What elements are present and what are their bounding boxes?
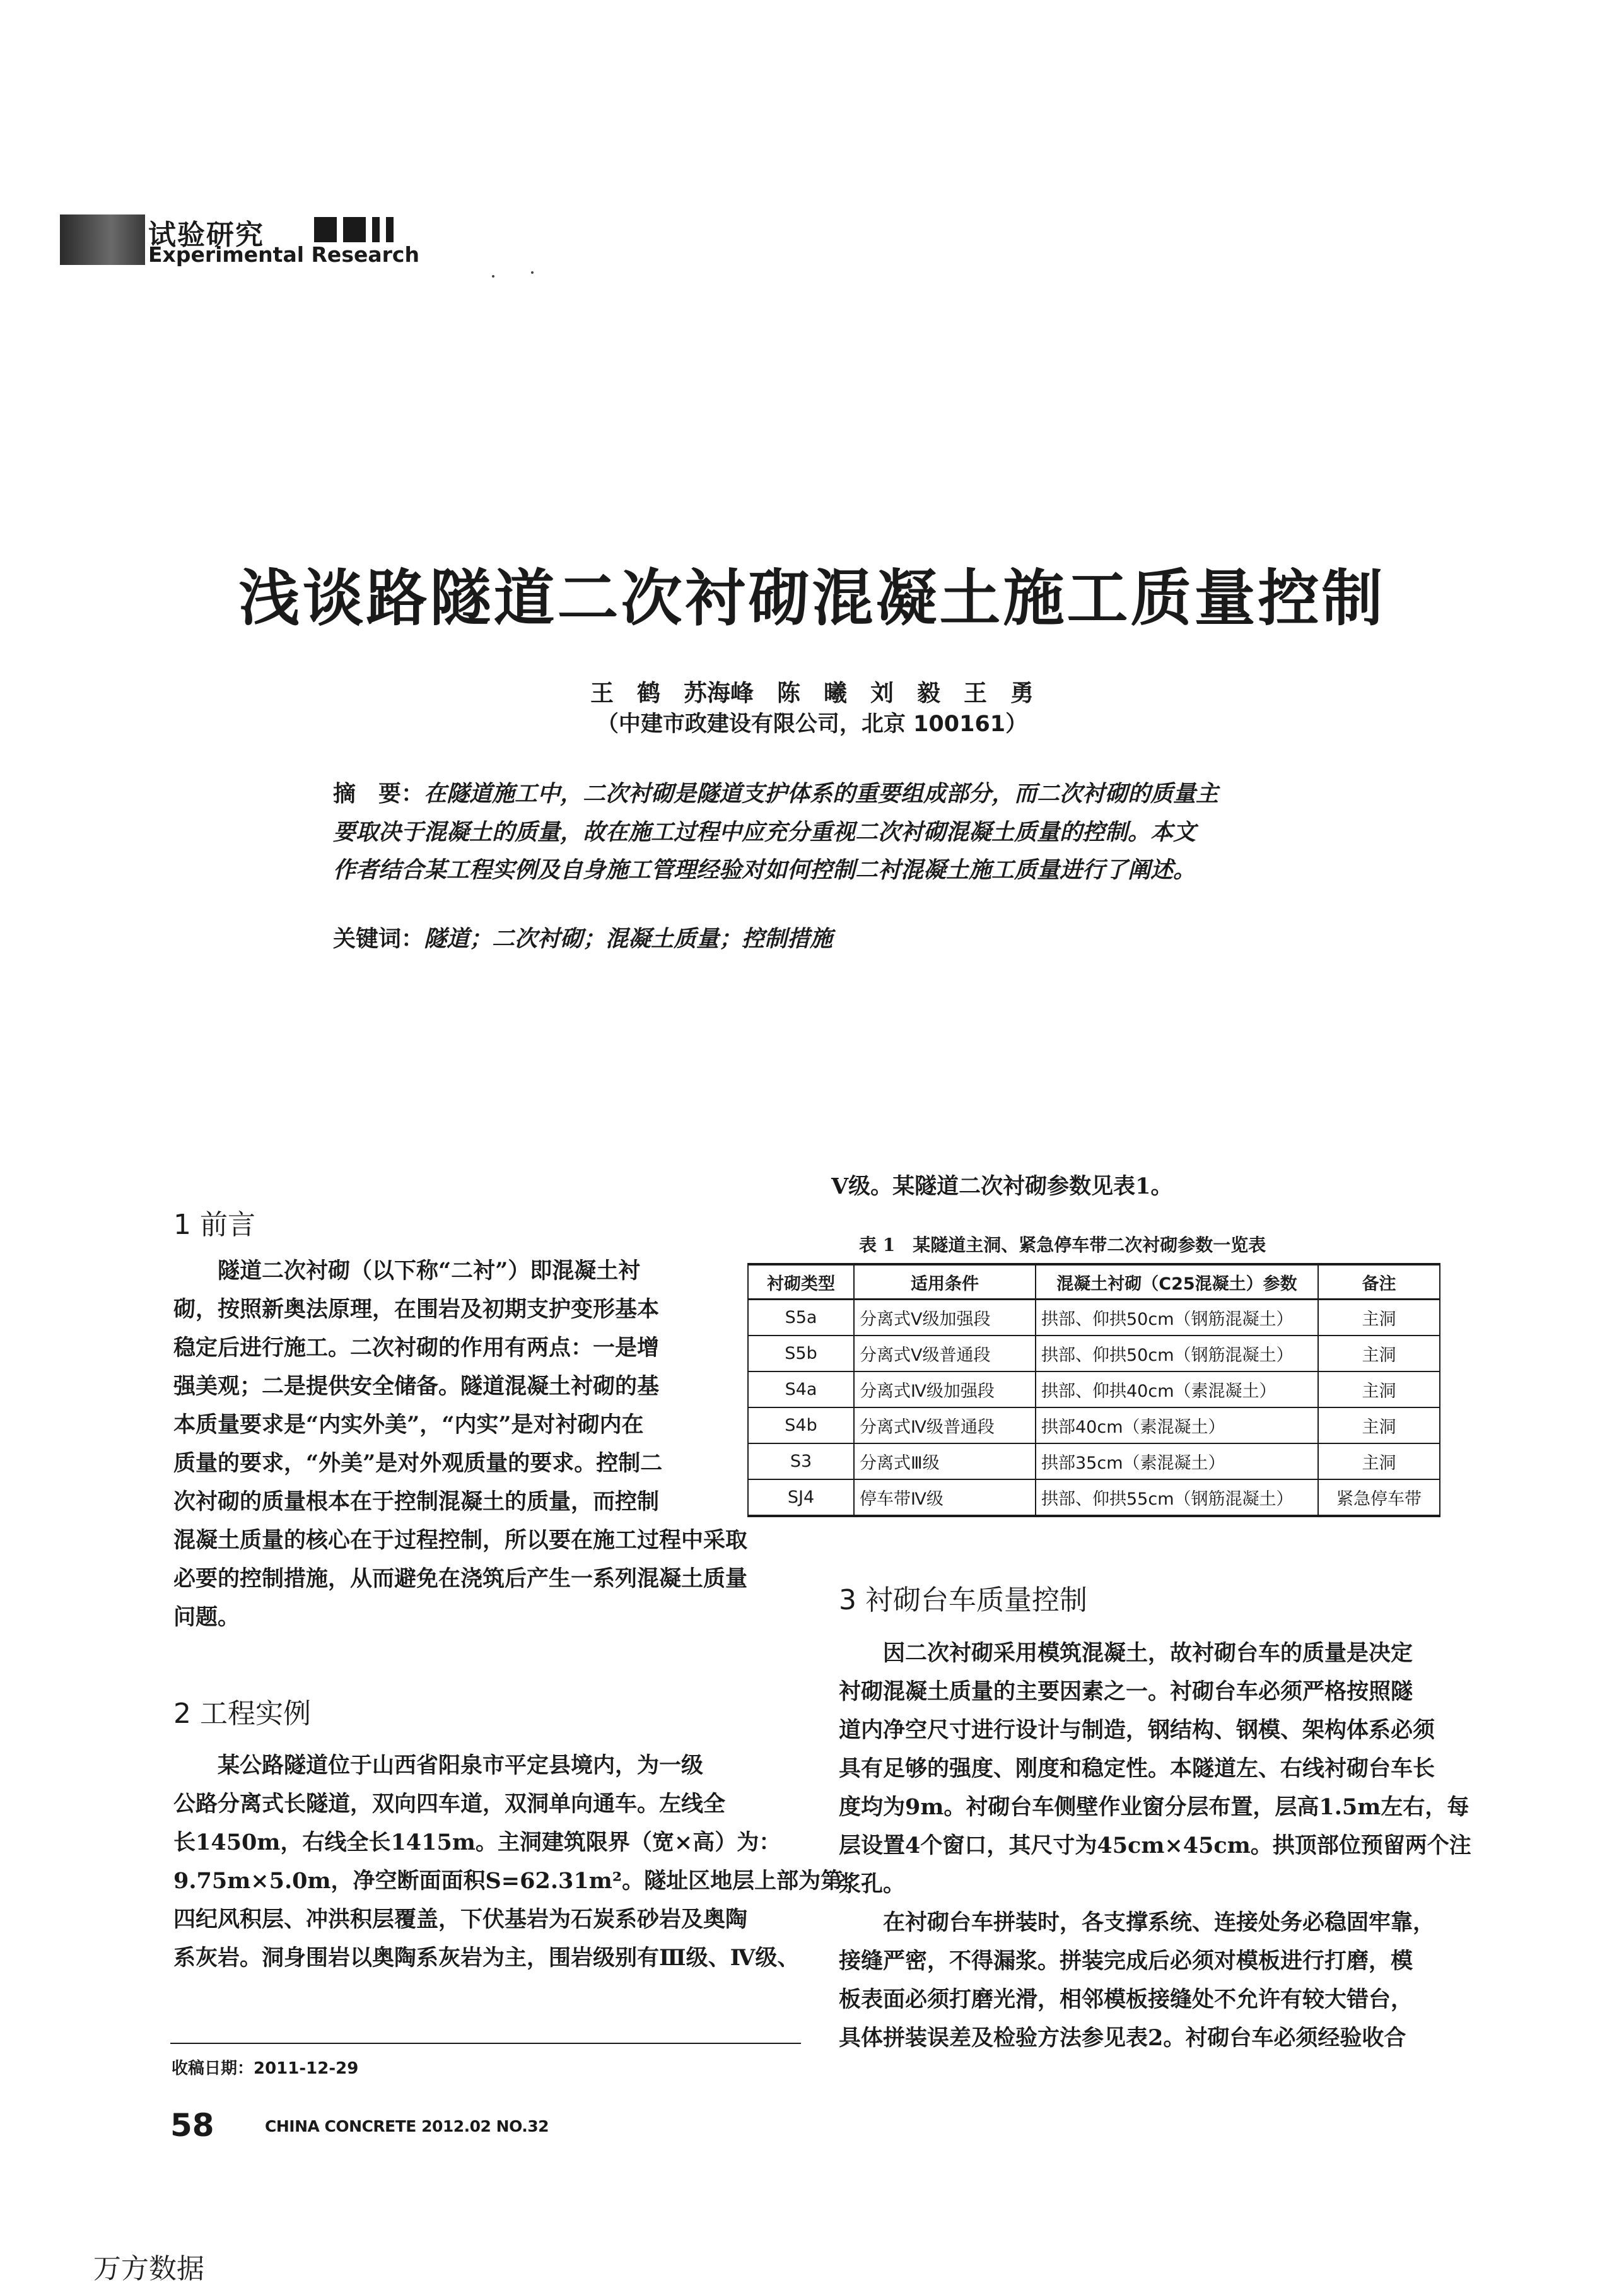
table-row (748, 1371, 1440, 1407)
table-cell: 分离式Ⅳ级加强段 (854, 1371, 1036, 1407)
text-line: 强美观；二是提供安全储备。隧道混凝土衬砌的基 (173, 1373, 660, 1399)
text-line: 接缝严密，不得漏浆。拼装完成后必须对模板进行打磨，模 (839, 1948, 1413, 1974)
table-cell: 主洞 (1318, 1407, 1440, 1443)
table-cell: 紧急停车带 (1318, 1479, 1440, 1516)
table-cell: SJ4 (748, 1479, 854, 1516)
table-cell: 拱部35cm（素混凝土） (1036, 1443, 1318, 1479)
text-line: 混凝土质量的核心在于过程控制，所以要在施工过程中采取 (173, 1527, 748, 1553)
author-list: 王 鹤 苏海峰 陈 曦 刘 毅 王 勇 (590, 679, 1034, 707)
table-header-cell: 备注 (1318, 1264, 1440, 1300)
abstract-line: 要取决于混凝土的质量，故在施工过程中应充分重视二次衬砌混凝土质量的控制。本文 (333, 819, 1196, 845)
text-line: 9.75m×5.0m，净空断面面积S=62.31m²。隧址区地层上部为第 (173, 1868, 843, 1894)
abstract-line: 在隧道施工中，二次衬砌是隧道支护体系的重要组成部分，而二次衬砌的质量主 (424, 780, 1219, 807)
table-cell: 主洞 (1318, 1371, 1440, 1407)
table-row (748, 1443, 1440, 1479)
table-cell: 主洞 (1318, 1443, 1440, 1479)
table-cell: S3 (748, 1443, 854, 1479)
text-line: 衬砌混凝土质量的主要因素之一。衬砌台车必须严格按照隧 (839, 1679, 1413, 1705)
text-line: 层设置4个窗口，其尺寸为45cm×45cm。拱顶部位预留两个注 (839, 1833, 1471, 1858)
text-line: 浆孔。 (839, 1871, 906, 1897)
text-line: 隧道二次衬砌（以下称“二衬”）即混凝土衬 (173, 1258, 641, 1284)
text-line: 砌，按照新奥法原理，在围岩及初期支护变形基本 (173, 1296, 660, 1322)
text-line: 必要的控制措施，从而避免在浇筑后产生一系列混凝土质量 (173, 1566, 748, 1592)
abstract-line: 作者结合某工程实例及自身施工管理经验对如何控制二衬混凝土施工质量进行了阐述。 (333, 857, 1196, 883)
keywords-text: 隧道；二次衬砌；混凝土质量；控制措施 (424, 925, 833, 952)
table-cell: S5b (748, 1336, 854, 1371)
text-line: 次衬砌的质量根本在于控制混凝土的质量，而控制 (173, 1489, 660, 1515)
table-cell: 拱部、仰拱55cm（钢筋混凝土） (1036, 1479, 1318, 1516)
table-1-caption: 表 1 某隧道主洞、紧急停车带二次衬砌参数一览表 (859, 1235, 1266, 1255)
table-cell: 分离式Ⅲ级 (854, 1443, 1036, 1479)
speck (531, 271, 534, 274)
section-header-bars (314, 217, 394, 242)
keywords (333, 921, 832, 953)
text-line: 具有足够的强度、刚度和稳定性。本隧道左、右线衬砌台车长 (839, 1756, 1435, 1782)
table-cell: S4b (748, 1407, 854, 1443)
table-row (748, 1336, 1440, 1371)
table-header-cell: 混凝土衬砌（C25混凝土）参数 (1036, 1264, 1318, 1300)
section-3-heading: 3 衬砌台车质量控制 (839, 1584, 1087, 1616)
text-line: 四纪风积层、冲洪积层覆盖，下伏基岩为石炭系砂岩及奥陶 (173, 1906, 748, 1932)
table-header-cell: 适用条件 (854, 1264, 1036, 1300)
text-line: 度均为9m。衬砌台车侧壁作业窗分层布置，层高1.5m左右，每 (839, 1794, 1469, 1820)
received-date: 收稿日期：2011-12-29 (172, 2059, 359, 2078)
text-line: 本质量要求是“内实外美”，“内实”是对衬砌内在 (173, 1412, 644, 1438)
section-1-body (173, 1252, 747, 1636)
table-cell: 主洞 (1318, 1336, 1440, 1371)
text-line: 问题。 (173, 1604, 240, 1630)
text-line: 在衬砌台车拼装时，各支撑系统、连接处务必稳固牢靠， (839, 1910, 1435, 1935)
text-line: 板表面必须打磨光滑，相邻模板接缝处不允许有较大错台， (839, 1987, 1413, 2012)
table-header-row (748, 1264, 1440, 1300)
table-row (748, 1479, 1440, 1516)
table-cell: 拱部、仰拱50cm（钢筋混凝土） (1036, 1336, 1318, 1371)
continuation-line: Ⅴ级。某隧道二次衬砌参数见表1。 (831, 1173, 1173, 1199)
page-number: 58 (170, 2107, 214, 2144)
table-1 (747, 1263, 1440, 1517)
table-cell: 拱部40cm（素混凝土） (1036, 1407, 1318, 1443)
footnote-rule (170, 2043, 801, 2044)
speck (492, 275, 494, 278)
table-cell: 拱部、仰拱50cm（钢筋混凝土） (1036, 1300, 1318, 1336)
table-header-cell: 衬砌类型 (748, 1264, 854, 1300)
watermark: 万方数据 (93, 2253, 204, 2285)
abstract-label: 摘 要： (333, 781, 424, 807)
keywords-label: 关键词： (333, 926, 424, 952)
affiliation: （中建市政建设有限公司，北京 100161） (596, 712, 1028, 737)
text-line: 稳定后进行施工。二次衬砌的作用有两点：一是增 (173, 1335, 660, 1361)
abstract (333, 775, 1317, 889)
section-1-heading: 1 前言 (173, 1209, 255, 1241)
section-3-body (839, 1634, 1471, 2057)
table-row (748, 1407, 1440, 1443)
text-line: 具体拼装误差及检验方法参见表2。衬砌台车必须经验收合 (839, 2025, 1406, 2051)
section-2-heading: 2 工程实例 (173, 1698, 311, 1730)
section-label-en: Experimental Research (148, 242, 419, 267)
text-line: 公路分离式长隧道，双向四车道，双洞单向通车。左线全 (173, 1791, 726, 1817)
section-2-body (173, 1746, 843, 1977)
text-line: 某公路隧道位于山西省阳泉市平定县境内，为一级 (173, 1753, 704, 1778)
text-line: 道内净空尺寸进行设计与制造，钢结构、钢模、架构体系必须 (839, 1717, 1435, 1743)
table-row (748, 1300, 1440, 1336)
section-label-cn: 试验研究 (148, 219, 264, 251)
text-line: 长1450m，右线全长1415m。主洞建筑限界（宽×高）为： (173, 1829, 781, 1855)
section-header-graphic (60, 214, 145, 265)
table-cell: 分离式Ⅴ级普通段 (854, 1336, 1036, 1371)
table-cell: S5a (748, 1300, 854, 1336)
table-cell: S4a (748, 1371, 854, 1407)
table-cell: 主洞 (1318, 1300, 1440, 1336)
table-cell: 分离式Ⅳ级普通段 (854, 1407, 1036, 1443)
article-title: 浅谈路隧道二次衬砌混凝土施工质量控制 (238, 563, 1386, 634)
table-cell: 拱部、仰拱40cm（素混凝土） (1036, 1371, 1318, 1407)
text-line: 系灰岩。洞身围岩以奥陶系灰岩为主，围岩级别有Ⅲ级、Ⅳ级、 (173, 1945, 800, 1971)
text-line: 质量的要求，“外美”是对外观质量的要求。控制二 (173, 1450, 663, 1476)
table-cell: 停车带Ⅳ级 (854, 1479, 1036, 1516)
table-cell: 分离式Ⅴ级加强段 (854, 1300, 1036, 1336)
text-line: 因二次衬砌采用模筑混凝土，故衬砌台车的质量是决定 (839, 1640, 1413, 1666)
journal-name: CHINA CONCRETE 2012.02 NO.32 (265, 2117, 549, 2135)
